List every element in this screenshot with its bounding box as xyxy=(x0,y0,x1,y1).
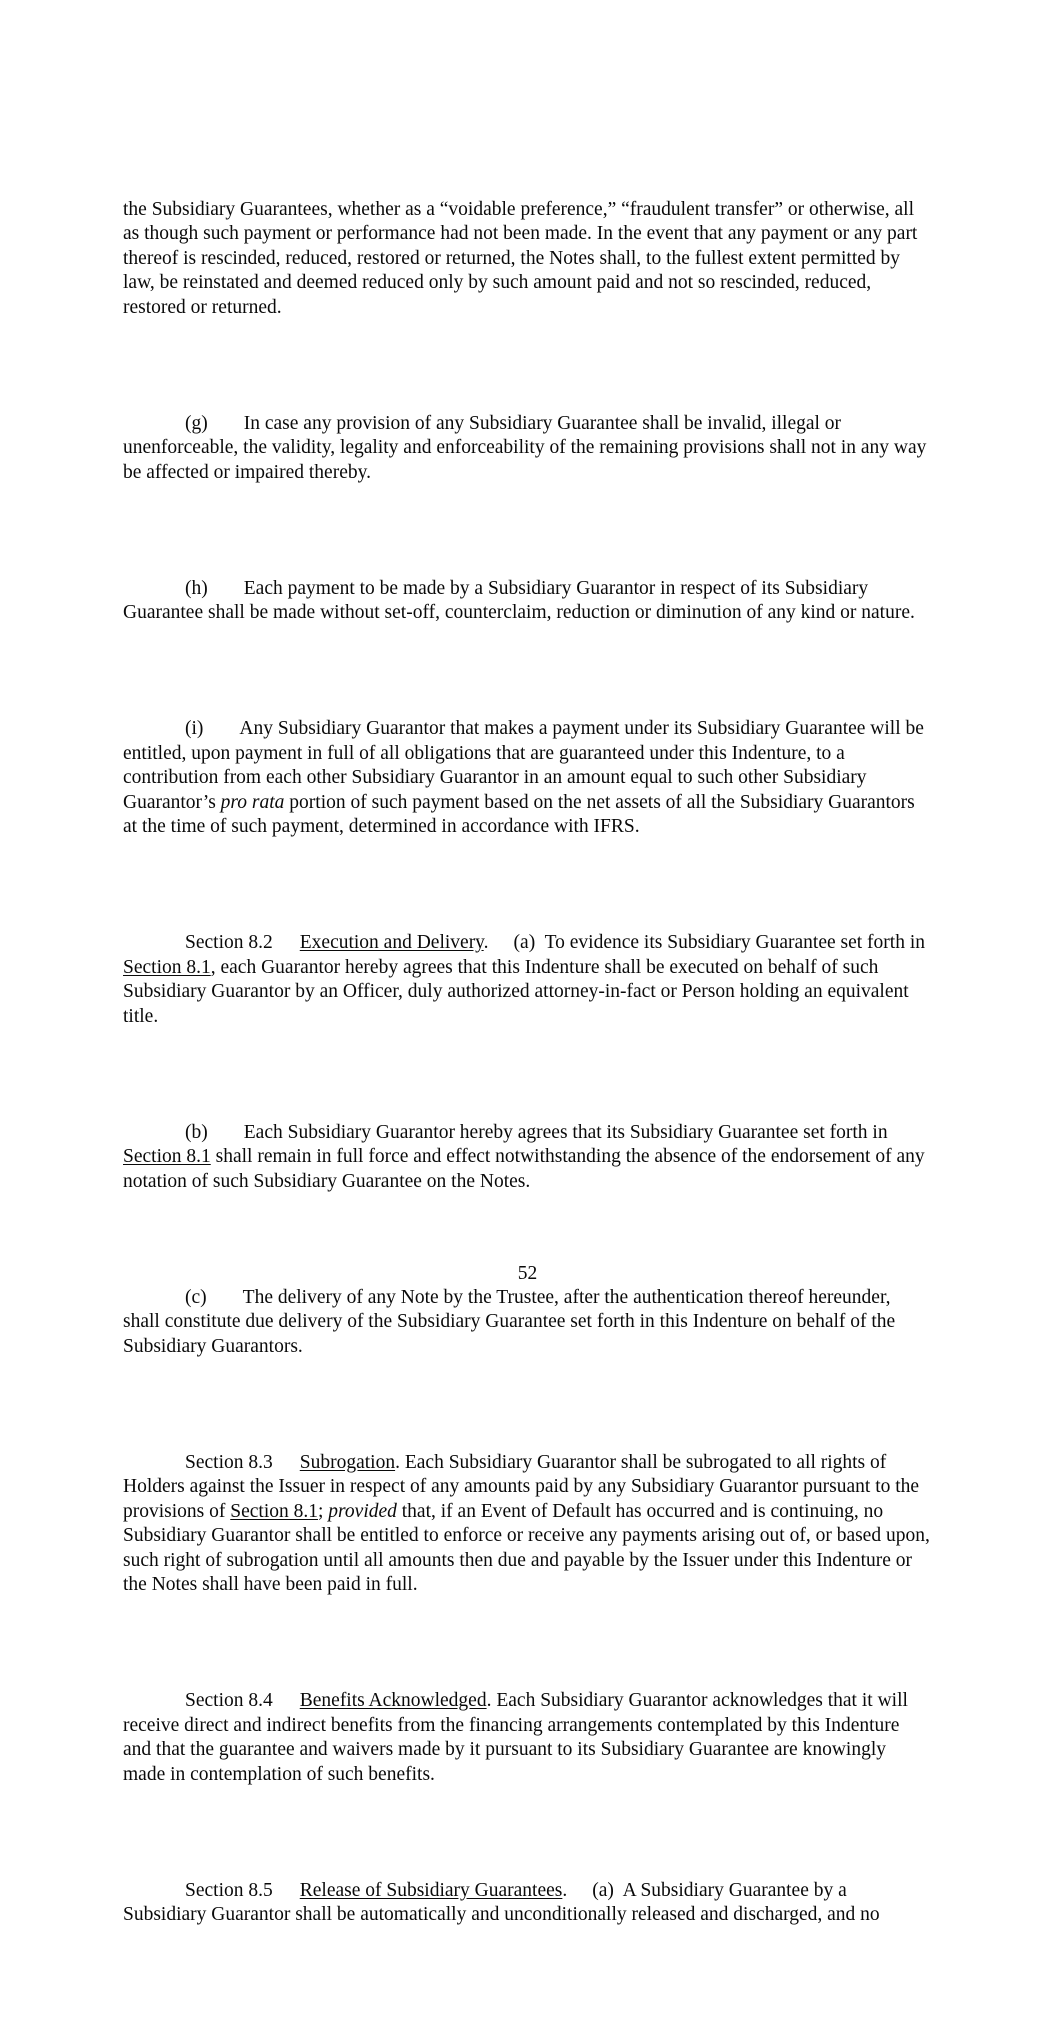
italic-term: pro rata xyxy=(220,791,285,813)
paragraph-text: (a) To evidence its Subsidiary Guarantee set forth in xyxy=(513,932,930,953)
section-8-5-paragraph xyxy=(123,1879,931,1928)
paragraph-text: the Subsidiary Guarantees, whether as a “voidable preference,” “fraudulent transfer” or otherwise, all as though such payment or performance had not been made. In the event that any payment or any part thereof is rescinded, reduced, restored or returned, the Notes shall, to the fullest extent permitted by law, be reinstated and deemed reduced only by such amount paid and not so rescinded, reduced, restored or returned. xyxy=(123,198,923,318)
paragraph-text: Each Subsidiary Guarantor hereby agrees that its Subsidiary Guarantee set forth in xyxy=(243,1121,893,1143)
paragraph-text: In case any provision of any Subsidiary Guarantee shall be invalid, illegal or unenforceable, the validity, legality and enforceability of the remaining provisions shall not in any way be affected or impaired thereby. xyxy=(123,412,932,483)
paragraph-text: . Each Subsidiary Guarantor acknowledges that it will receive direct and indirect benefits from the financing arrangements contemplated by this Indenture and that the guarantee and waivers made by it pursuant to its Subsidiary Guarantee are knowingly made in contemplation of such benefits. xyxy=(123,1690,913,1785)
list-item-c xyxy=(123,1286,931,1360)
list-item-b xyxy=(123,1121,931,1195)
paragraph-text: portion of such payment based on the net assets of all the Subsidiary Guarantors at the time of such payment, determined in accordance with IFRS. xyxy=(123,791,920,837)
paragraph-text: (a) A Subsidiary Guarantee by a Subsidiary Guarantor shall be automatically and unconditionally released and discharged, and no xyxy=(123,1879,880,1925)
section-8-1-reference: Section 8.1 xyxy=(123,956,211,978)
section-number: Section 8.5 xyxy=(185,1879,273,1901)
page-number: 52 xyxy=(517,1263,538,1284)
section-number: Section 8.3 xyxy=(185,1451,273,1473)
section-heading: Execution and Delivery xyxy=(299,932,484,953)
list-marker: (b) xyxy=(185,1121,208,1143)
list-item-i xyxy=(123,717,931,840)
paragraph-text: shall remain in full force and effect notwithstanding the absence of the endorsement of any notation of such Subsidiary Guarantee on the Notes. xyxy=(123,1146,930,1192)
paragraph-text: Any Subsidiary Guarantor that makes a payment under its Subsidiary Guarantee will be entitled, upon payment in full of all obligations that are guaranteed under this Indenture, to a contribution from each other Subsidiary Guarantor in an amount equal to such other Subsidiary Guarantor’s xyxy=(123,718,929,813)
italic-term: provided xyxy=(328,1500,397,1522)
paragraph-text: Each payment to be made by a Subsidiary Guarantor in respect of its Subsidiary Guarantee shall be made without set-off, counterclaim, reduction or diminution of any kind or nature. xyxy=(123,577,915,623)
list-marker: (c) xyxy=(185,1286,207,1308)
list-marker: (i) xyxy=(185,718,204,739)
section-number: Section 8.4 xyxy=(185,1690,273,1711)
paragraph-text: , each Guarantor hereby agrees that this Indenture shall be executed on behalf of such Subsidiary Guarantor by an Officer, duly authorized attorney-in-fact or Person holding an equivalent title. xyxy=(123,956,914,1027)
section-8-3-paragraph xyxy=(123,1451,935,1598)
section-heading: Subrogation xyxy=(299,1451,396,1473)
paragraph-text: The delivery of any Note by the Trustee, after the authentication thereof hereunder, shall constitute due delivery of the Subsidiary Guarantee set forth in this Indenture on behalf of the Subsidiary Guarantors. xyxy=(123,1286,901,1357)
section-heading: Release of Subsidiary Guarantees xyxy=(299,1879,563,1901)
paragraph-continuation xyxy=(123,198,931,321)
section-8-2-paragraph xyxy=(123,931,931,1029)
list-marker: (h) xyxy=(185,577,208,599)
section-8-1-reference: Section 8.1 xyxy=(230,1500,318,1522)
document-body xyxy=(123,124,935,2019)
list-marker: (g) xyxy=(185,412,208,434)
heading-period: . xyxy=(483,932,489,953)
list-item-g xyxy=(123,412,931,486)
heading-period: . xyxy=(562,1879,568,1901)
paragraph-text: . Each Subsidiary Guarantor shall be subrogated to all rights of Holders against the Issuer in respect of any amounts paid by any Subsidiary Guarantor pursuant to the provisions of xyxy=(123,1451,924,1522)
section-8-4-paragraph xyxy=(123,1689,931,1787)
section-heading: Benefits Acknowledged xyxy=(299,1690,487,1711)
section-number: Section 8.2 xyxy=(185,932,273,953)
list-item-h xyxy=(123,577,931,626)
paragraph-text: that, if an Event of Default has occurred and is continuing, no Subsidiary Guarantor shall be entitled to enforce or receive any payments arising out of, or based upon, such right of subrogation until all amounts then due and payable by the Issuer under this Indenture or the Notes shall have been paid in full. xyxy=(123,1500,935,1595)
section-8-1-reference: Section 8.1 xyxy=(123,1146,211,1167)
paragraph-text: ; xyxy=(318,1500,329,1522)
